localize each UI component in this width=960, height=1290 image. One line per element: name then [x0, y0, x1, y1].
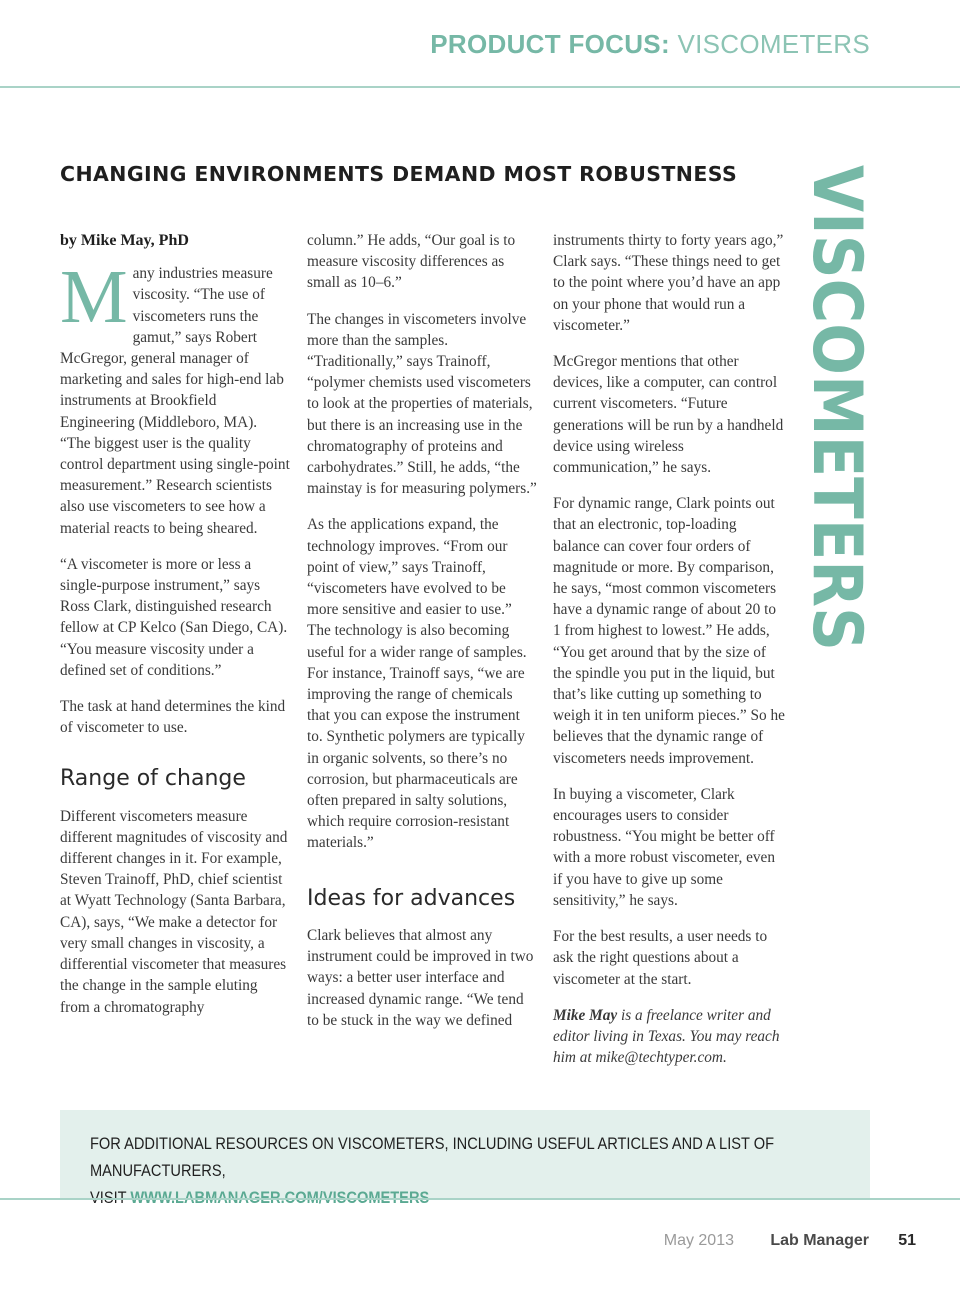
- paragraph: [60, 255, 290, 539]
- magazine-name: Lab Manager: [770, 1232, 869, 1249]
- resources-banner: [60, 1110, 870, 1198]
- section-topic: VISCOMETERS: [677, 29, 870, 59]
- author-bio: [553, 1005, 785, 1069]
- paragraph: instruments thirty to forty years ago,” Clark says. “These things need to get to the point where you’d have an app on your phone that would run a viscometer.”: [553, 232, 784, 334]
- paragraph: column.” He adds, “Our goal is to measure viscosity differences as small as 10–6.”: [307, 232, 516, 292]
- byline: by Mike May, PhD: [60, 232, 189, 249]
- author-name: Mike May: [553, 1006, 618, 1024]
- paragraph: In buying a viscometer, Clark encourages users to consider robustness. “You might be better off with a more robust viscometer, even if you have to give up some sensitivity,” he says.: [553, 785, 775, 909]
- paragraph-text: any industries measure viscosity. “The use of viscometers runs the gamut,” says Robert McGregor, general manager of marketing and sales for high-end lab instruments at Brookfield Engineering (Middleboro, MA). “The biggest user is the quality control department using single-point measurement.” Research scientists also use viscometers to see how a material reacts to being sheared.: [60, 265, 290, 537]
- article-column-1: [60, 230, 290, 1033]
- section-label: PRODUCT FOCUS:: [430, 29, 670, 59]
- subhead-range-of-change: Range of change: [60, 766, 246, 792]
- paragraph: The changes in viscometers involve more than the samples. “Traditionally,” says Trainoff, “polymer chemists used viscometers to look at the properties of materials, but there is an increasing use in the chromatography of proteins and carbohydrates.” Still, he adds, “the mainstay is for measuring polymers.”: [307, 310, 537, 498]
- paragraph: As the applications expand, the technology improves. “From our point of view,” says Trainoff, “viscometers have evolved to be more sensitive and easier to use.” The technology is also becoming useful for a wider range of samples. For instance, Trainoff says, “we are improving the range of chemicals that you can expose the instrument to. Synthetic polymers are typically in organic solvents, so there’s no corrosion, but pharmaceuticals are often prepared in salty solutions, which require corrosion-resistant materials.”: [307, 516, 527, 852]
- bottom-rule: [0, 1198, 960, 1200]
- author-bio-text: is a freelance writer and editor living in Texas. You may reach him at mike@techtyper.com.: [553, 1006, 780, 1067]
- drop-cap: M: [60, 255, 128, 340]
- top-rule: [0, 86, 960, 88]
- article-column-3: [553, 230, 785, 1083]
- page-number: 51: [898, 1232, 916, 1249]
- paragraph: “A viscometer is more or less a single-purpose instrument,” says Ross Clark, distinguished research fellow at CP Kelco (San Diego, CA). “You measure viscosity under a defined set of conditions.”: [60, 555, 288, 679]
- paragraph: For dynamic range, Clark points out that an electronic, top-loading balance can cover four orders of magnitude or more. By comparison, he says, “most common viscometers have a dynamic range of about 20 to 1 from highest to lowest.” He adds, “You get around that by the size of the spindle you put in the liquid, but that’s like cutting up something to weigh it in ten uniform pieces.” So he believes that the dynamic range of viscometers needs improvement.: [553, 495, 785, 767]
- banner-line-1: FOR ADDITIONAL RESOURCES ON VISCOMETERS, INCLUDING USEFUL ARTICLES AND A LIST OF MANUFACTURERS,: [90, 1134, 775, 1180]
- paragraph: Clark believes that almost any instrument could be improved in two ways: a better user interface and increased dynamic range. “We tend to be stuck in the way we defined: [307, 926, 534, 1029]
- side-vertical-text: VISCOMETERS: [797, 165, 876, 708]
- side-vertical-title: [797, 165, 876, 708]
- issue-date: May 2013: [663, 1232, 734, 1249]
- paragraph: The task at hand determines the kind of viscometer to use.: [60, 698, 286, 737]
- paragraph: McGregor mentions that other devices, like a computer, can control current viscometers. “Future generations will be run by a handheld device using wireless communication,” he says.: [553, 353, 784, 477]
- paragraph: Different viscometers measure different magnitudes of viscosity and different changes in it. For example, Steven Trainoff, PhD, chief scientist at Wyatt Technology (Santa Barbara, CA), says, “We make a detector for very small changes in viscosity, a differential viscometer that measures the change in the sample eluting from a chromatography: [60, 807, 288, 1016]
- article-headline: CHANGING ENVIRONMENTS DEMAND MOST ROBUSTNESS: [60, 162, 738, 186]
- section-header: [430, 29, 870, 60]
- paragraph: For the best results, a user needs to ask the right questions about a viscometer at the start.: [553, 928, 768, 988]
- article-column-2: [307, 230, 539, 1046]
- subhead-ideas-for-advances: Ideas for advances: [307, 885, 516, 911]
